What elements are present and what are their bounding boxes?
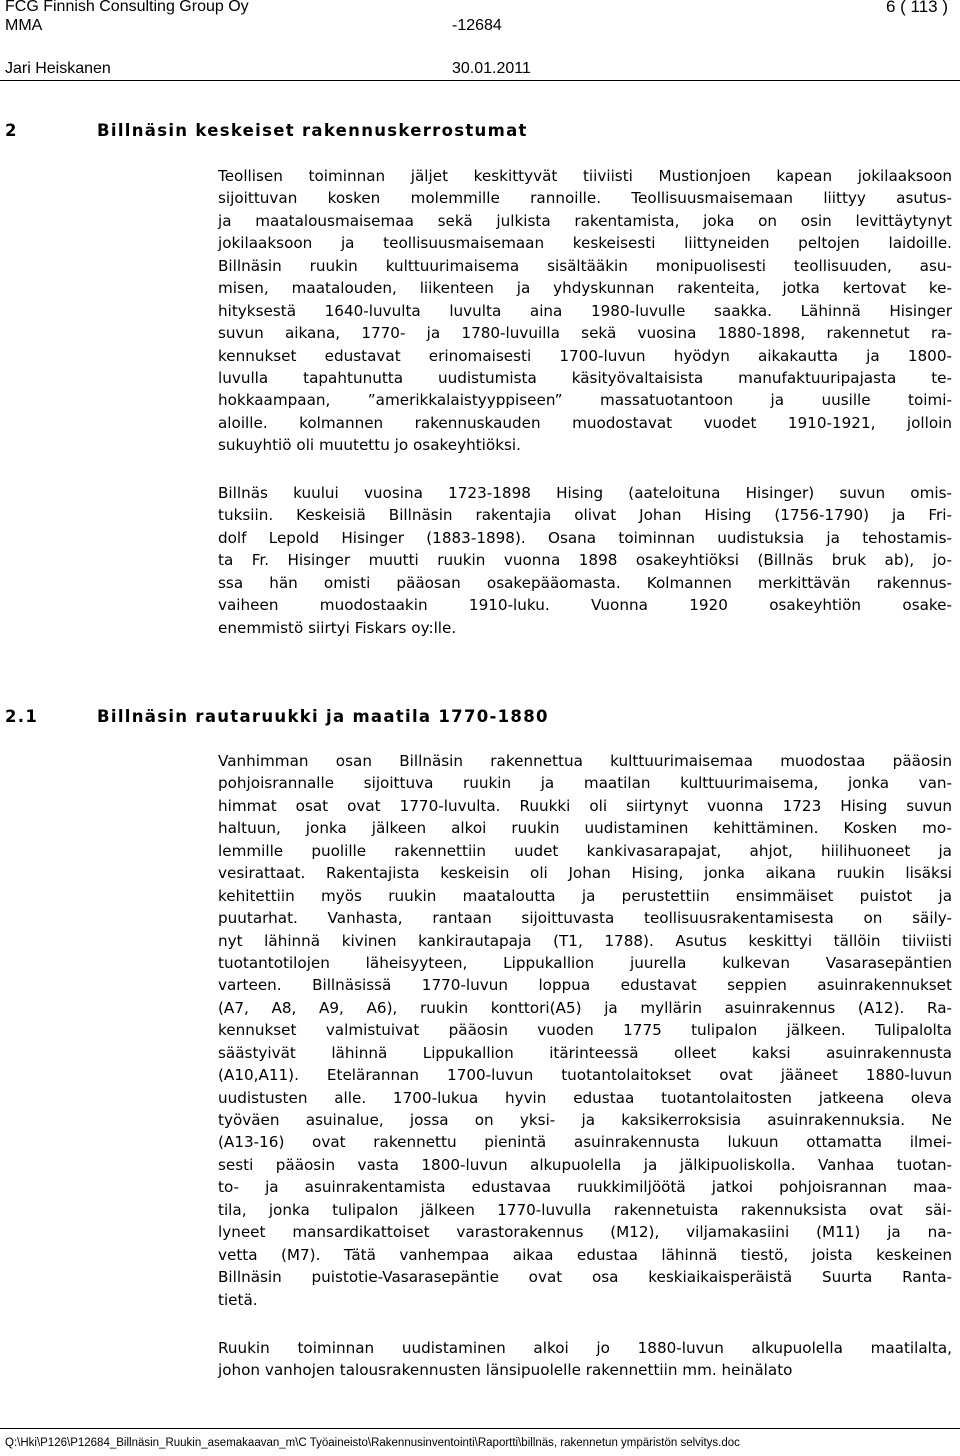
document-date: 30.01.2011 bbox=[452, 60, 531, 77]
text-line: johon vanhojen talousrakennusten länsipuolelle rakennettiin mm. heinälato bbox=[218, 1361, 793, 1380]
text-line: vesirattaat. Rakentajista keskeisin oli Johan Hising, jonka aikana ruukin lisäksi bbox=[218, 864, 952, 883]
text-line: kennukset edustavat erinomaisesti 1700-luvun hyödyn aikakautta ja 1800- bbox=[218, 346, 952, 365]
text-line: ssa hän omisti pääosan osakepääomasta. Kolmannen merkittävän rakennus- bbox=[218, 573, 952, 592]
text-line: to- ja asuinrakentamista edustavaa ruukkimiljöötä jatkoi pohjoisrannan maa- bbox=[218, 1178, 952, 1197]
text-line: tila, jonka tulipalon jälkeen 1770-luvulla rakennetuista rakennuksista ovat säi- bbox=[218, 1200, 952, 1219]
company-name: FCG Finnish Consulting Group Oy bbox=[5, 0, 249, 15]
section-2-1-paragraph-2 bbox=[218, 1337, 952, 1382]
text-line: aloille. kolmannen rakennuskauden muodostavat vuodet 1910-1921, jolloin bbox=[218, 413, 952, 432]
text-line: työväen asuinalue, jossa on yksi- ja kaksikerroksisia asuinrakennuksia. Ne bbox=[218, 1111, 952, 1129]
text-line: luvulla tapahtunutta uudistumista käsityövaltaisista manufaktuuripajasta te- bbox=[218, 368, 952, 387]
text-line: kennukset valmistuivat pääosin vuoden 1775 tulipalon jälkeen. Tulipalolta bbox=[218, 1021, 952, 1040]
text-line: tuotantotilojen läheisyyteen, Lippukallion juurella kulkevan Vasarasepäntien bbox=[218, 953, 952, 972]
text-line: misen, maatalouden, liikenteen ja yhdyskunnan rakenteita, jotka kertovat ke- bbox=[218, 279, 952, 298]
text-line: Teollisen toiminnan jäljet keskittyvät tiiviisti Mustionjoen kapean jokilaaksoon bbox=[218, 167, 952, 185]
section-2-paragraph-2 bbox=[218, 482, 952, 639]
text-line: himmat osat ovat 1770-luvulta. Ruukki oli siirtynyt vuonna 1723 Hising suvun bbox=[218, 796, 952, 815]
text-line: varteen. Billnäsissä 1770-luvun loppua edustavat seppien asuinrakennukset bbox=[218, 976, 952, 995]
section-2-1-number: 2.1 bbox=[5, 707, 39, 726]
text-line: Billnäs kuului vuosina 1723-1898 Hising (aateloituna Hisinger) suvun omis- bbox=[218, 484, 952, 502]
text-line: puutarhat. Vanhasta, rantaan sijoittuvasta teollisuusrakentamisesta on säily- bbox=[218, 909, 952, 928]
section-2-1-paragraph-1 bbox=[218, 750, 952, 1311]
text-line: sukuyhtiö oli muutettu jo osakeyhtiöksi. bbox=[218, 436, 521, 455]
footer-divider bbox=[0, 1428, 960, 1429]
text-line: (A7, A8, A9, A6), ruukin konttori(A5) ja myllärin asuinrakennus (A12). Ra- bbox=[218, 998, 952, 1017]
text-line: ta Fr. Hisinger muutti ruukin vuonna 1898 osakeyhtiöksi (Billnäs bruk ab), jo- bbox=[218, 551, 952, 570]
text-line: säästyivät lähinnä Lippukallion itärinteessä olleet kaksi asuinrakennusta bbox=[218, 1043, 952, 1062]
text-line: Vanhimman osan Billnäsin rakennettua kulttuurimaisemaa muodostaa pääosin bbox=[218, 752, 952, 770]
text-line: tietä. bbox=[218, 1290, 258, 1309]
text-line: dolf Lepold Hisinger (1883-1898). Osana toiminnan uudistuksia ja tehostamis- bbox=[218, 528, 952, 547]
text-line: suvun aikana, 1770- ja 1780-luvuilla sekä vuosina 1880-1898, rakennetut ra- bbox=[218, 324, 952, 343]
text-line: Billnäsin puistotie-Vasarasepäntie ovat osa keskiaikaisperäistä Suurta Ranta- bbox=[218, 1268, 952, 1287]
text-line: vaiheen muodostaakin 1910-luku. Vuonna 1920 osakeyhtiön osake- bbox=[218, 596, 952, 615]
text-line: sesti pääosin vasta 1800-luvun alkupuolella ja jälkipuoliskolla. Vanhaa tuotan- bbox=[218, 1155, 952, 1174]
text-line: ja maatalousmaisemaa sekä julkista rakentamista, joka on osin levittäytynyt bbox=[218, 211, 952, 230]
text-line: kehitettiin myös ruukin maataloutta ja perustettiin ensimmäiset puistot ja bbox=[218, 886, 952, 905]
section-2-number: 2 bbox=[5, 121, 18, 140]
text-line: uudistusten alle. 1700-lukua hyvin edustaa tuotantolaitosten jatkeena oleva bbox=[218, 1088, 952, 1107]
text-line: sijoittuvan kosken molemmille rannoille. Teollisuusmaisemaan liittyy asutus- bbox=[218, 189, 952, 208]
text-line: lemmille puolille rakennettiin uudet kankivasarapajat, ahjot, hiilihuoneet ja bbox=[218, 841, 952, 860]
header-mma: MMA bbox=[5, 17, 43, 34]
text-line: haltuun, jonka jälkeen alkoi ruukin uudistaminen kehittäminen. Kosken mo- bbox=[218, 819, 952, 838]
author-name: Jari Heiskanen bbox=[5, 60, 111, 77]
text-line: jokilaaksoon ja teollisuusmaisemaan keskeisesti liittyneiden peltojen laidoille. bbox=[218, 234, 952, 253]
header-divider bbox=[0, 80, 960, 81]
text-line: Billnäsin ruukin kulttuurimaisema sisältääkin monipuolisesti teollisuuden, asu- bbox=[218, 256, 952, 275]
text-line: hokkaampaan, ”amerikkalaistyyppiseen” massatuotantoon ja uusille toimi- bbox=[218, 391, 952, 410]
text-line: lyneet mansardikattoiset varastorakennus (M12), viljamakasiini (M11) ja na- bbox=[218, 1223, 952, 1242]
text-line: hityksestä 1640-luvulta luvulta aina 1980-luvulle saakka. Lähinnä Hisinger bbox=[218, 301, 952, 320]
text-line: nyt lähinnä kivinen kankirautapaja (T1, 1788). Asutus keskittyi tällöin tiiviisti bbox=[218, 931, 952, 950]
section-2-paragraph-1 bbox=[218, 165, 952, 457]
text-line: enemmistö siirtyi Fiskars oy:lle. bbox=[218, 618, 457, 637]
text-line: pohjoisrannalle sijoittuva ruukin ja maatilan kulttuurimaisema, jonka van- bbox=[218, 774, 952, 793]
text-line: (A10,A11). Etelärannan 1700-luvun tuotantolaitokset ovat jääneet 1880-luvun bbox=[218, 1066, 952, 1085]
text-line: tuksiin. Keskeisiä Billnäsin rakentajia olivat Johan Hising (1756-1790) ja Fri- bbox=[218, 506, 952, 525]
footer-file-path: Q:\Hki\P126\P12684_Billnäsin_Ruukin_asemakaavan_m\C Työaineisto\Rakennusinventointi\Raportti\billnäs, rakennetun ympäristön selvitys.doc bbox=[5, 1437, 740, 1449]
section-2-title: Billnäsin keskeiset rakennuskerrostumat bbox=[97, 121, 528, 140]
document-number: -12684 bbox=[452, 17, 502, 34]
text-line: (A13-16) ovat rakennettu pienintä asuinrakennusta lukuun ottamatta ilmei- bbox=[218, 1133, 952, 1152]
text-line: vetta (M7). Tätä vanhempaa aikaa edustaa lähinnä tiestö, joista keskeinen bbox=[218, 1245, 952, 1264]
section-2-1-title: Billnäsin rautaruukki ja maatila 1770-1880 bbox=[97, 707, 549, 726]
text-line: Ruukin toiminnan uudistaminen alkoi jo 1880-luvun alkupuolella maatilalta, bbox=[218, 1339, 952, 1357]
page-number: 6 ( 113 ) bbox=[885, 0, 948, 16]
